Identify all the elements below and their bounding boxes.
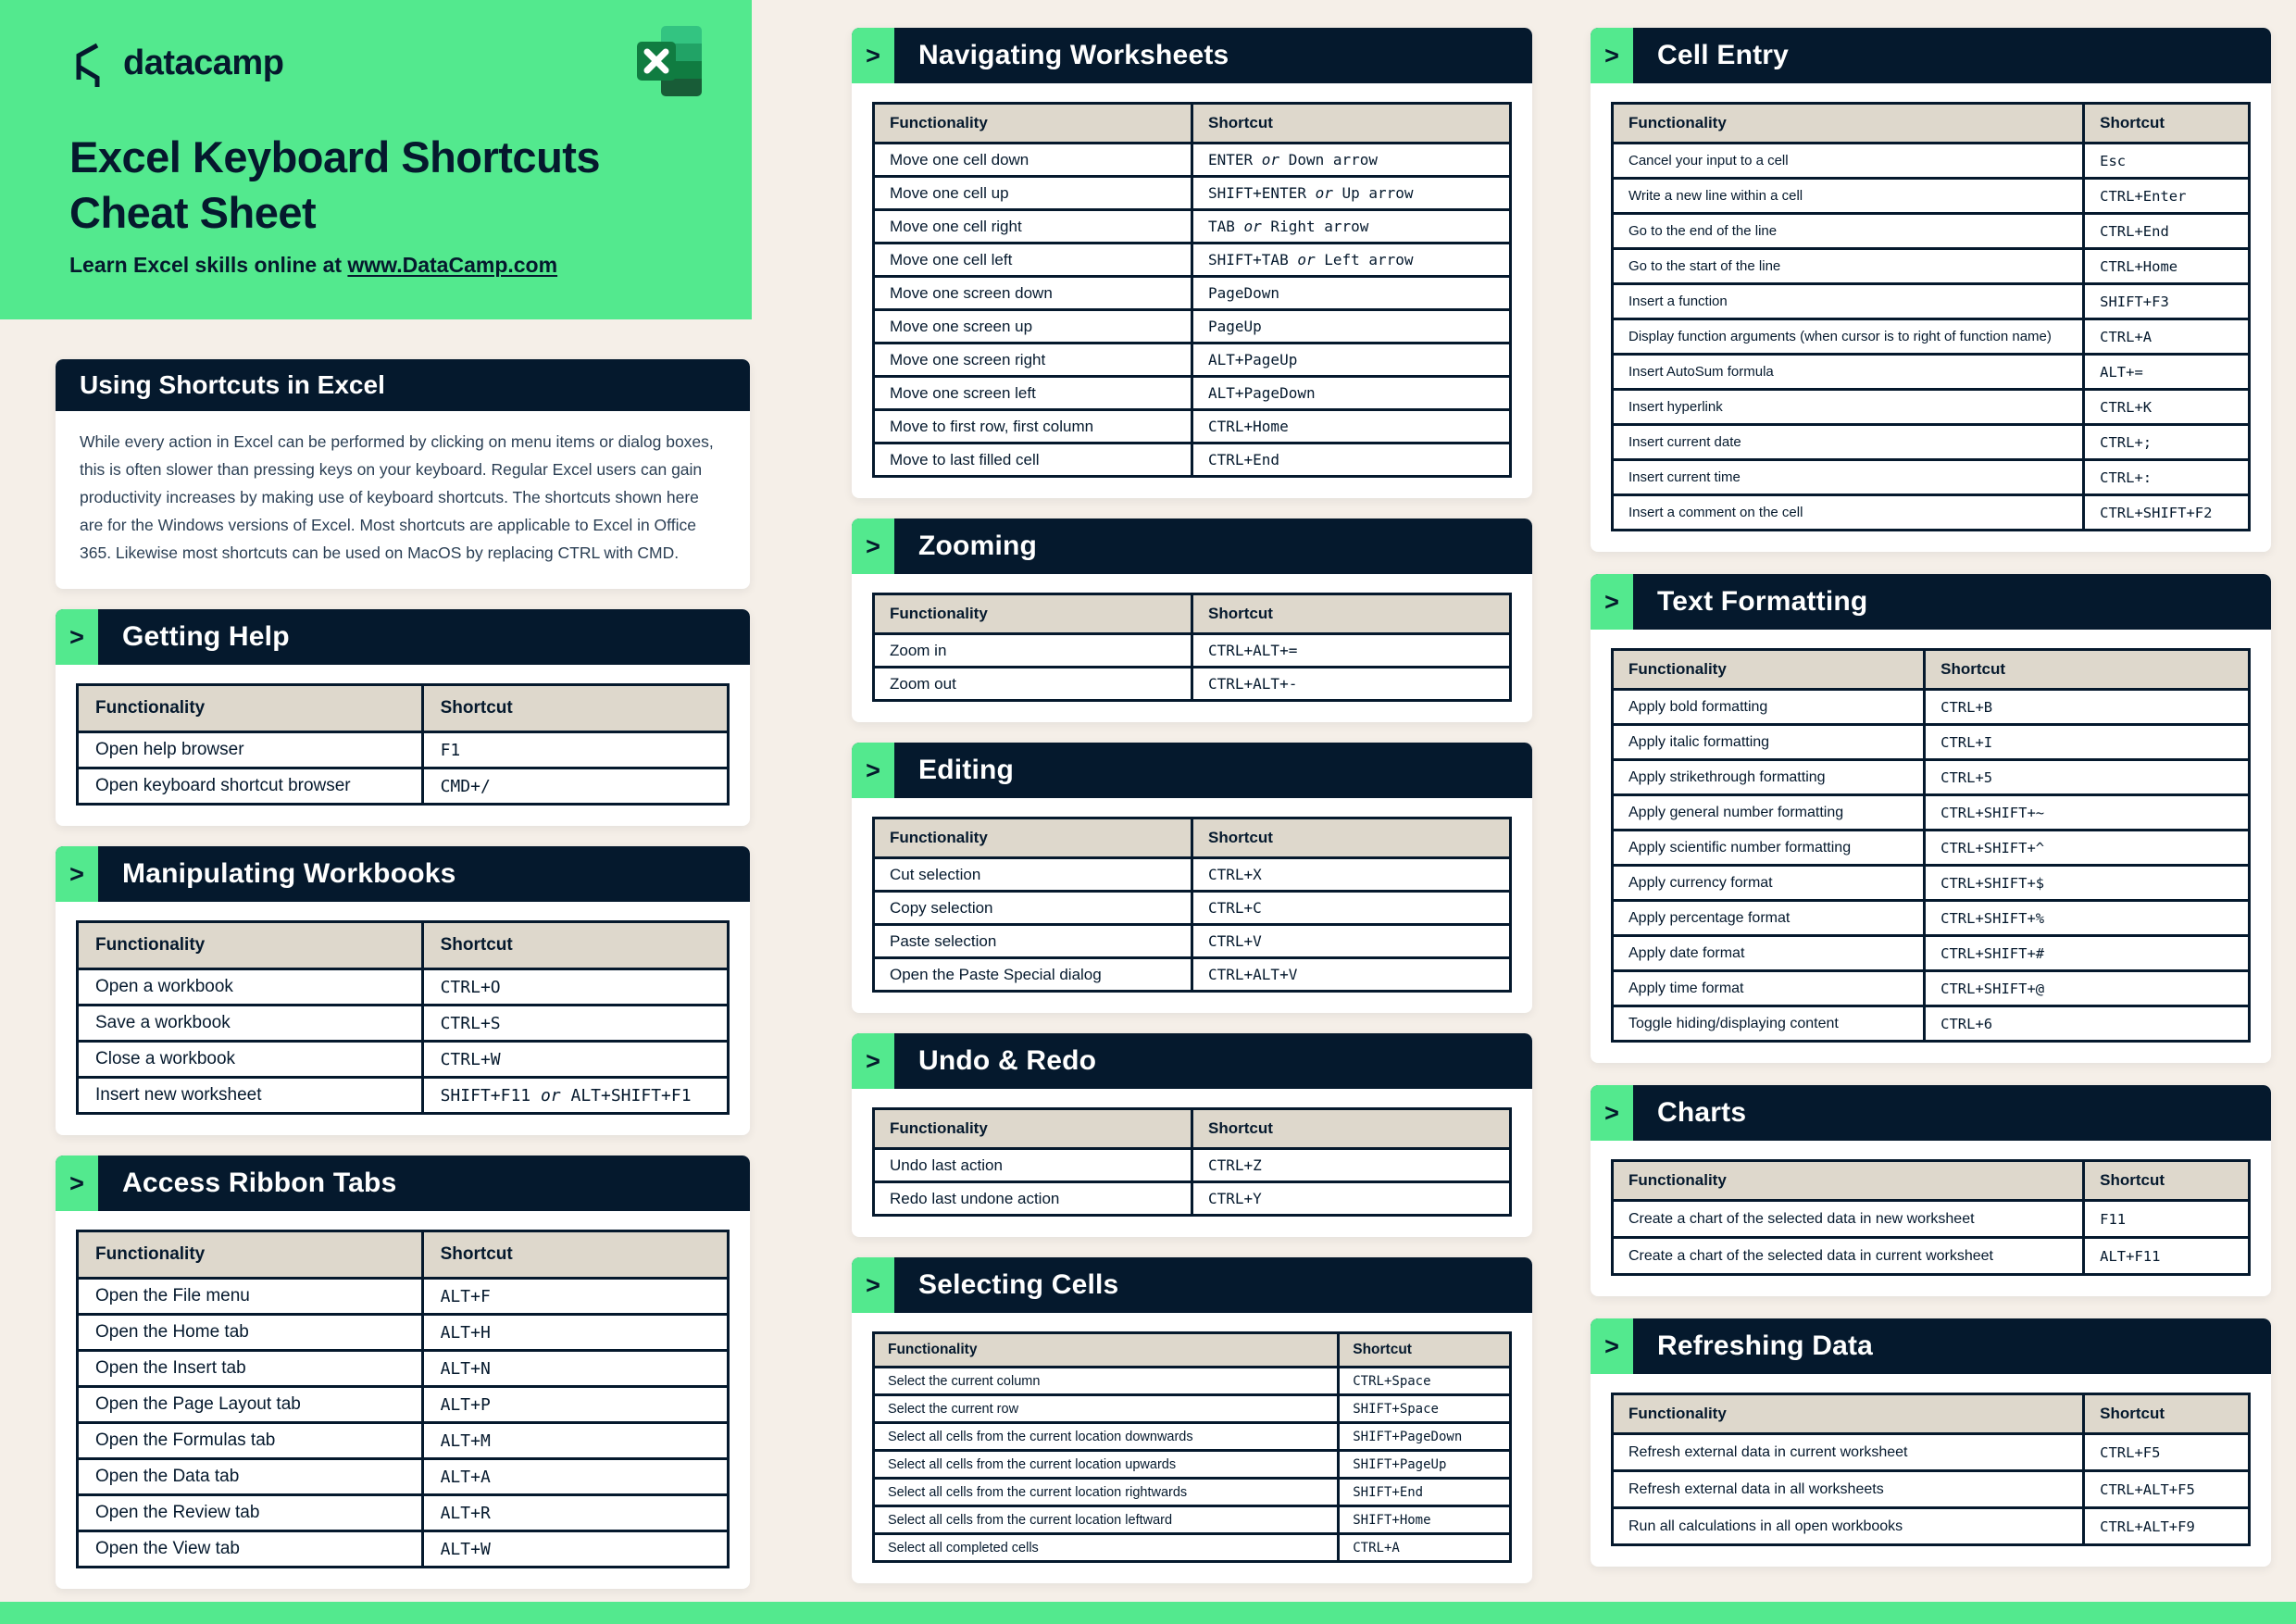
shortcut-cell: F11: [2084, 1201, 2250, 1238]
table-row: [78, 1078, 729, 1114]
header-top-row: [69, 43, 707, 100]
section-title: Navigating Worksheets: [918, 40, 1229, 70]
table-row: [78, 1279, 729, 1315]
shortcut-cell: CTRL+Space: [1339, 1368, 1511, 1395]
shortcut-cell: CTRL+SHIFT+^: [1925, 831, 2250, 866]
column-header-functionality: Functionality: [874, 594, 1192, 634]
shortcut-cell: ALT+H: [422, 1315, 728, 1351]
table-row: [78, 1459, 729, 1495]
shortcut-cell: ALT+R: [422, 1495, 728, 1531]
functionality-cell: Move to first row, first column: [874, 410, 1192, 443]
section-header: [56, 609, 750, 665]
table-row: [1613, 1471, 2250, 1508]
functionality-cell: Open the Data tab: [78, 1459, 423, 1495]
functionality-cell: Display function arguments (when cursor is to right of function name): [1613, 319, 2084, 355]
section-header: [852, 1257, 1532, 1313]
table-row: [1613, 1006, 2250, 1042]
section-title: Charts: [1657, 1097, 1747, 1128]
section-title: Getting Help: [122, 621, 290, 653]
column-header-functionality: Functionality: [1613, 1161, 2084, 1201]
section-title: Undo & Redo: [918, 1045, 1097, 1076]
table-row: [1613, 971, 2250, 1006]
section-header: [852, 743, 1532, 798]
table-row: [1613, 936, 2250, 971]
section-header: [1591, 28, 2271, 83]
shortcut-table: [1611, 648, 2251, 1043]
functionality-cell: Refresh external data in current worksheet: [1613, 1434, 2084, 1471]
table-row: [874, 210, 1511, 244]
intro-card: [56, 359, 750, 589]
functionality-cell: Open the Home tab: [78, 1315, 423, 1351]
functionality-cell: Move one screen up: [874, 310, 1192, 344]
header-card: [0, 0, 752, 319]
column-header-functionality: Functionality: [1613, 1394, 2084, 1434]
functionality-cell: Undo last action: [874, 1149, 1192, 1182]
column-header-functionality: Functionality: [874, 1333, 1339, 1368]
table-row: [78, 1351, 729, 1387]
shortcut-cell: CTRL+5: [1925, 760, 2250, 795]
functionality-cell: Open the Insert tab: [78, 1351, 423, 1387]
shortcut-cell: ALT+W: [422, 1531, 728, 1568]
chevron-icon: >: [1591, 574, 1633, 630]
functionality-cell: Apply italic formatting: [1613, 725, 1925, 760]
table-row: [78, 1042, 729, 1078]
functionality-cell: Cut selection: [874, 858, 1192, 892]
shortcut-cell: CTRL+X: [1192, 858, 1511, 892]
shortcut-cell: CTRL+ALT+-: [1192, 668, 1511, 701]
shortcut-cell: ALT+F11: [2084, 1238, 2250, 1275]
column-header-functionality: Functionality: [874, 1109, 1192, 1149]
shortcut-table: [872, 102, 1512, 478]
shortcut-cell: CTRL+ALT+F5: [2084, 1471, 2250, 1508]
shortcut-cell: CTRL+I: [1925, 725, 2250, 760]
section-editing: [852, 743, 1532, 1013]
shortcut-table: [1611, 1393, 2251, 1546]
shortcut-table: [76, 1230, 730, 1568]
table-row: [1613, 901, 2250, 936]
functionality-cell: Run all calculations in all open workbooks: [1613, 1508, 2084, 1545]
functionality-cell: Apply strikethrough formatting: [1613, 760, 1925, 795]
section-title: Text Formatting: [1657, 586, 1868, 617]
shortcut-cell: CTRL+Y: [1192, 1182, 1511, 1216]
shortcut-cell: CTRL+O: [422, 969, 728, 1006]
section-title: Access Ribbon Tabs: [122, 1168, 397, 1199]
column-header-functionality: Functionality: [78, 685, 423, 732]
table-row: [1613, 425, 2250, 460]
table-row: [78, 768, 729, 805]
column-header-shortcut: Shortcut: [1192, 104, 1511, 144]
shortcut-cell: CTRL+End: [1192, 443, 1511, 477]
column-header-functionality: Functionality: [874, 104, 1192, 144]
functionality-cell: Open the Formulas tab: [78, 1423, 423, 1459]
functionality-cell: Apply general number formatting: [1613, 795, 1925, 831]
functionality-cell: Open a workbook: [78, 969, 423, 1006]
shortcut-cell: CTRL+C: [1192, 892, 1511, 925]
functionality-cell: Zoom in: [874, 634, 1192, 668]
table-row: [874, 1451, 1511, 1479]
functionality-cell: Insert current time: [1613, 460, 2084, 495]
table-row: [1613, 179, 2250, 214]
functionality-cell: Select all completed cells: [874, 1534, 1339, 1562]
shortcut-table: [76, 920, 730, 1115]
functionality-cell: Select all cells from the current location rightwards: [874, 1479, 1339, 1506]
table-row: [874, 377, 1511, 410]
shortcut-cell: ALT+F: [422, 1279, 728, 1315]
chevron-icon: >: [852, 743, 894, 798]
section-title: Manipulating Workbooks: [122, 858, 456, 890]
table-row: [874, 177, 1511, 210]
table-row: [874, 1534, 1511, 1562]
functionality-cell: Paste selection: [874, 925, 1192, 958]
section-header: [1591, 1085, 2271, 1141]
functionality-cell: Create a chart of the selected data in current worksheet: [1613, 1238, 2084, 1275]
shortcut-cell: ALT+PageDown: [1192, 377, 1511, 410]
functionality-cell: Refresh external data in all worksheets: [1613, 1471, 2084, 1508]
shortcut-cell: CTRL+Home: [2084, 249, 2250, 284]
functionality-cell: Insert new worksheet: [78, 1078, 423, 1114]
shortcut-cell: CTRL+SHIFT+F2: [2084, 495, 2250, 531]
functionality-cell: Apply time format: [1613, 971, 1925, 1006]
shortcut-cell: Esc: [2084, 144, 2250, 179]
functionality-cell: Insert current date: [1613, 425, 2084, 460]
functionality-cell: Apply scientific number formatting: [1613, 831, 1925, 866]
table-row: [874, 344, 1511, 377]
section-title: Editing: [918, 755, 1015, 785]
datacamp-logo-icon: [69, 43, 112, 89]
table-row: [1613, 319, 2250, 355]
table-row: [1613, 725, 2250, 760]
shortcut-cell: CTRL+B: [1925, 690, 2250, 725]
shortcut-cell: SHIFT+ENTER or Up arrow: [1192, 177, 1511, 210]
shortcut-table: [1611, 102, 2251, 531]
functionality-cell: Apply bold formatting: [1613, 690, 1925, 725]
shortcut-cell: CTRL+A: [2084, 319, 2250, 355]
shortcut-cell: ALT+P: [422, 1387, 728, 1423]
functionality-cell: Save a workbook: [78, 1006, 423, 1042]
table-row: [874, 892, 1511, 925]
functionality-cell: Copy selection: [874, 892, 1192, 925]
table-row: [874, 1479, 1511, 1506]
chevron-icon: >: [852, 1033, 894, 1089]
shortcut-cell: SHIFT+F11 or ALT+SHIFT+F1: [422, 1078, 728, 1114]
shortcut-cell: CMD+/: [422, 768, 728, 805]
intro-title: Using Shortcuts in Excel: [80, 370, 385, 399]
table-row: [874, 1368, 1511, 1395]
section-header: [852, 518, 1532, 574]
column-header-shortcut: Shortcut: [1192, 818, 1511, 858]
column-header-shortcut: Shortcut: [422, 685, 728, 732]
shortcut-table: [872, 593, 1512, 702]
table-row: [78, 1423, 729, 1459]
column-middle: [852, 28, 1532, 1604]
section-header: [56, 1156, 750, 1211]
shortcut-cell: CTRL+:: [2084, 460, 2250, 495]
table-row: [1613, 866, 2250, 901]
shortcut-table: [1611, 1159, 2251, 1276]
functionality-cell: Cancel your input to a cell: [1613, 144, 2084, 179]
table-row: [1613, 1238, 2250, 1275]
functionality-cell: Move one screen down: [874, 277, 1192, 310]
shortcut-cell: F1: [422, 732, 728, 768]
functionality-cell: Open the Page Layout tab: [78, 1387, 423, 1423]
functionality-cell: Create a chart of the selected data in new worksheet: [1613, 1201, 2084, 1238]
table-row: [874, 1506, 1511, 1534]
shortcut-cell: TAB or Right arrow: [1192, 210, 1511, 244]
section-title: Cell Entry: [1657, 40, 1790, 70]
table-row: [874, 1182, 1511, 1216]
intro-header: [56, 359, 750, 411]
table-row: [1613, 249, 2250, 284]
table-row: [1613, 1434, 2250, 1471]
functionality-cell: Move one cell right: [874, 210, 1192, 244]
functionality-cell: Open the File menu: [78, 1279, 423, 1315]
table-row: [874, 858, 1511, 892]
shortcut-cell: ALT+PageUp: [1192, 344, 1511, 377]
datacamp-link[interactable]: www.DataCamp.com: [347, 253, 558, 278]
functionality-cell: Redo last undone action: [874, 1182, 1192, 1216]
section-undo-redo: [852, 1033, 1532, 1237]
section-header: [1591, 1318, 2271, 1374]
table-row: [874, 144, 1511, 177]
table-row: [78, 969, 729, 1006]
column-header-shortcut: Shortcut: [422, 922, 728, 969]
table-row: [1613, 795, 2250, 831]
shortcut-cell: CTRL+SHIFT+#: [1925, 936, 2250, 971]
table-row: [1613, 214, 2250, 249]
section-header: [852, 28, 1532, 83]
datacamp-logo: [69, 43, 283, 89]
table-row: [78, 1315, 729, 1351]
section-header: [852, 1033, 1532, 1089]
section-zooming: [852, 518, 1532, 722]
functionality-cell: Apply percentage format: [1613, 901, 1925, 936]
functionality-cell: Apply date format: [1613, 936, 1925, 971]
table-row: [1613, 831, 2250, 866]
functionality-cell: Write a new line within a cell: [1613, 179, 2084, 214]
functionality-cell: Move one screen right: [874, 344, 1192, 377]
shortcut-cell: ALT+M: [422, 1423, 728, 1459]
column-header-functionality: Functionality: [1613, 650, 1925, 690]
table-row: [874, 958, 1511, 992]
column-header-functionality: Functionality: [1613, 104, 2084, 144]
section-selecting-cells: [852, 1257, 1532, 1583]
functionality-cell: Close a workbook: [78, 1042, 423, 1078]
chevron-icon: >: [56, 609, 98, 665]
table-row: [1613, 284, 2250, 319]
column-header-shortcut: Shortcut: [1925, 650, 2250, 690]
functionality-cell: Move to last filled cell: [874, 443, 1192, 477]
table-row: [78, 1531, 729, 1568]
shortcut-cell: CTRL+;: [2084, 425, 2250, 460]
shortcut-cell: PageDown: [1192, 277, 1511, 310]
chevron-icon: >: [852, 28, 894, 83]
functionality-cell: Move one cell left: [874, 244, 1192, 277]
page-subtitle: [69, 253, 707, 278]
functionality-cell: Open the Paste Special dialog: [874, 958, 1192, 992]
table-row: [1613, 355, 2250, 390]
shortcut-cell: CTRL+A: [1339, 1534, 1511, 1562]
chevron-icon: >: [1591, 1318, 1633, 1374]
table-row: [1613, 1201, 2250, 1238]
section-title: Refreshing Data: [1657, 1330, 1874, 1361]
functionality-cell: Insert AutoSum formula: [1613, 355, 2084, 390]
table-row: [1613, 144, 2250, 179]
shortcut-cell: ALT+N: [422, 1351, 728, 1387]
shortcut-cell: SHIFT+PageDown: [1339, 1423, 1511, 1451]
shortcut-cell: CTRL+End: [2084, 214, 2250, 249]
shortcut-cell: CTRL+SHIFT+@: [1925, 971, 2250, 1006]
shortcut-cell: PageUp: [1192, 310, 1511, 344]
table-row: [874, 277, 1511, 310]
shortcut-cell: CTRL+6: [1925, 1006, 2250, 1042]
section-navigating-worksheets: [852, 28, 1532, 498]
functionality-cell: Move one screen left: [874, 377, 1192, 410]
shortcut-cell: SHIFT+End: [1339, 1479, 1511, 1506]
column-header-shortcut: Shortcut: [422, 1231, 728, 1279]
shortcut-cell: SHIFT+Space: [1339, 1395, 1511, 1423]
table-row: [874, 1423, 1511, 1451]
shortcut-cell: CTRL+Z: [1192, 1149, 1511, 1182]
functionality-cell: Select all cells from the current location upwards: [874, 1451, 1339, 1479]
table-row: [1613, 495, 2250, 531]
shortcut-cell: CTRL+SHIFT+%: [1925, 901, 2250, 936]
table-row: [78, 1495, 729, 1531]
table-row: [874, 668, 1511, 701]
section-header: [56, 846, 750, 902]
table-row: [1613, 760, 2250, 795]
table-row: [874, 1395, 1511, 1423]
functionality-cell: Open help browser: [78, 732, 423, 768]
functionality-cell: Zoom out: [874, 668, 1192, 701]
chevron-icon: >: [1591, 28, 1633, 83]
functionality-cell: Select all cells from the current location downwards: [874, 1423, 1339, 1451]
subtitle-text: Learn Excel skills online at: [69, 253, 348, 278]
shortcut-cell: SHIFT+F3: [2084, 284, 2250, 319]
shortcut-cell: CTRL+SHIFT+$: [1925, 866, 2250, 901]
column-header-shortcut: Shortcut: [1192, 594, 1511, 634]
column-left: [56, 359, 750, 1609]
table-row: [874, 634, 1511, 668]
functionality-cell: Move one cell down: [874, 144, 1192, 177]
functionality-cell: Select all cells from the current location leftward: [874, 1506, 1339, 1534]
table-row: [78, 1006, 729, 1042]
chevron-icon: >: [56, 846, 98, 902]
shortcut-cell: CTRL+ALT+=: [1192, 634, 1511, 668]
chevron-icon: >: [852, 1257, 894, 1313]
table-row: [874, 925, 1511, 958]
section-charts: [1591, 1085, 2271, 1296]
shortcut-table: [872, 817, 1512, 993]
table-row: [78, 732, 729, 768]
column-header-shortcut: Shortcut: [2084, 1161, 2250, 1201]
section-text-formatting: [1591, 574, 2271, 1063]
shortcut-cell: SHIFT+TAB or Left arrow: [1192, 244, 1511, 277]
section-refreshing-data: [1591, 1318, 2271, 1567]
column-header-functionality: Functionality: [874, 818, 1192, 858]
shortcut-cell: SHIFT+PageUp: [1339, 1451, 1511, 1479]
column-header-shortcut: Shortcut: [2084, 104, 2250, 144]
shortcut-cell: CTRL+W: [422, 1042, 728, 1078]
section-title: Selecting Cells: [918, 1269, 1119, 1300]
table-row: [1613, 460, 2250, 495]
section-access-ribbon-tabs: [56, 1156, 750, 1589]
functionality-cell: Go to the end of the line: [1613, 214, 2084, 249]
table-row: [874, 310, 1511, 344]
shortcut-cell: CTRL+F5: [2084, 1434, 2250, 1471]
shortcut-cell: ALT+=: [2084, 355, 2250, 390]
column-header-shortcut: Shortcut: [2084, 1394, 2250, 1434]
functionality-cell: Select the current column: [874, 1368, 1339, 1395]
datacamp-wordmark: datacamp: [123, 43, 284, 82]
shortcut-cell: CTRL+K: [2084, 390, 2250, 425]
chevron-icon: >: [852, 518, 894, 574]
functionality-cell: Move one cell up: [874, 177, 1192, 210]
intro-paragraph: While every action in Excel can be performed by clicking on menu items or dialog boxes, this is often slower than pressing keys on your keyboard. Regular Excel users can gain productivity increases by making use of keyboard shortcuts. The shortcuts shown here are for the Windows versions of Excel. Most shortcuts are applicable to Excel in Office 365. Likewise most shortcuts can be used on MacOS by replacing CTRL with CMD.: [80, 432, 714, 563]
table-row: [1613, 1508, 2250, 1545]
section-header: [1591, 574, 2271, 630]
table-row: [874, 244, 1511, 277]
column-header-shortcut: Shortcut: [1339, 1333, 1511, 1368]
functionality-cell: Select the current row: [874, 1395, 1339, 1423]
shortcut-cell: SHIFT+Home: [1339, 1506, 1511, 1534]
functionality-cell: Insert a comment on the cell: [1613, 495, 2084, 531]
shortcut-table: [872, 1107, 1512, 1217]
page-title: Excel Keyboard Shortcuts Cheat Sheet: [69, 132, 601, 237]
shortcut-cell: CTRL+ALT+F9: [2084, 1508, 2250, 1545]
section-getting-help: [56, 609, 750, 826]
table-row: [1613, 690, 2250, 725]
column-right: [1591, 28, 2271, 1589]
column-header-functionality: Functionality: [78, 922, 423, 969]
chevron-icon: >: [1591, 1085, 1633, 1141]
section-title: Zooming: [918, 531, 1038, 561]
table-row: [1613, 390, 2250, 425]
table-row: [874, 410, 1511, 443]
functionality-cell: Open the View tab: [78, 1531, 423, 1568]
shortcut-cell: CTRL+ALT+V: [1192, 958, 1511, 992]
section-manipulating-workbooks: [56, 846, 750, 1135]
functionality-cell: Insert hyperlink: [1613, 390, 2084, 425]
functionality-cell: Insert a function: [1613, 284, 2084, 319]
column-header-functionality: Functionality: [78, 1231, 423, 1279]
shortcut-cell: ENTER or Down arrow: [1192, 144, 1511, 177]
functionality-cell: Open the Review tab: [78, 1495, 423, 1531]
section-cell-entry: [1591, 28, 2271, 552]
functionality-cell: Toggle hiding/displaying content: [1613, 1006, 1925, 1042]
footer-bar: [0, 1602, 2296, 1624]
excel-icon: [635, 22, 705, 100]
shortcut-cell: ALT+A: [422, 1459, 728, 1495]
column-left-sections: [56, 609, 750, 1609]
shortcut-cell: CTRL+SHIFT+~: [1925, 795, 2250, 831]
shortcut-cell: CTRL+V: [1192, 925, 1511, 958]
shortcut-table: [76, 683, 730, 806]
functionality-cell: Open keyboard shortcut browser: [78, 768, 423, 805]
table-row: [874, 443, 1511, 477]
chevron-icon: >: [56, 1156, 98, 1211]
functionality-cell: Go to the start of the line: [1613, 249, 2084, 284]
shortcut-table: [872, 1331, 1512, 1563]
functionality-cell: Apply currency format: [1613, 866, 1925, 901]
shortcut-cell: CTRL+Enter: [2084, 179, 2250, 214]
shortcut-cell: CTRL+Home: [1192, 410, 1511, 443]
table-row: [78, 1387, 729, 1423]
shortcut-cell: CTRL+S: [422, 1006, 728, 1042]
column-header-shortcut: Shortcut: [1192, 1109, 1511, 1149]
table-row: [874, 1149, 1511, 1182]
